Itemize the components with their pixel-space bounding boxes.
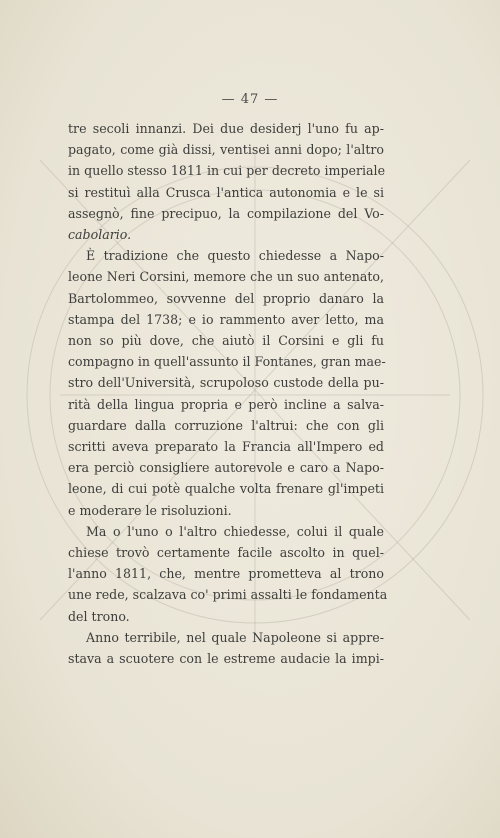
text-line: guardare dalla corruzione l'altrui: che con gli bbox=[68, 417, 384, 433]
text-line: e moderare le risoluzioni. bbox=[68, 502, 232, 518]
text-line: chiese trovò certamente facile ascolto in quel- bbox=[68, 545, 384, 561]
text-line: scritti aveva preparato la Francia all'Impero ed bbox=[68, 439, 384, 455]
text-line: cabolario. bbox=[68, 227, 132, 243]
text-line: in quello stesso 1811 in cui per decreto imperiale bbox=[68, 163, 386, 179]
text-line: rità della lingua propria e però incline a salva- bbox=[68, 396, 384, 412]
text-line: leone Neri Corsini, memore che un suo antenato, bbox=[68, 269, 384, 285]
text-line: È tradizione che questo chiedesse a Napo- bbox=[86, 248, 384, 264]
text-line: stampa del 1738; e io rammento aver letto, ma bbox=[68, 311, 384, 327]
text-line: stro dell'Università, scrupoloso custode della pu- bbox=[68, 375, 384, 391]
body-text bbox=[68, 118, 388, 669]
text-line: stava a scuotere con le estreme audacie la impi- bbox=[68, 651, 384, 667]
text-line: pagato, come già dissi, ventisei anni dopo; l'altro bbox=[68, 142, 384, 158]
text-line: Ma o l'uno o l'altro chiedesse, colui il quale bbox=[86, 523, 384, 539]
text-line: Bartolommeo, sovvenne del proprio danaro la bbox=[68, 290, 384, 306]
text-line: del trono. bbox=[68, 608, 130, 624]
text-line: compagno in quell'assunto il Fontanes, gran mae- bbox=[68, 354, 386, 370]
text-line: tre secoli innanzi. Dei due desiderj l'uno fu ap- bbox=[68, 121, 384, 136]
text-line: si restituì alla Crusca l'antica autonomia e le si bbox=[68, 184, 384, 200]
page-number: — 47 — bbox=[221, 92, 279, 107]
text-line: leone, di cui potè qualche volta frenare gl'impeti bbox=[68, 481, 384, 497]
text-line: non so più dove, che aiutò il Corsini e gli fu bbox=[68, 333, 384, 349]
text-line: era perciò consigliere autorevole e caro a Napo- bbox=[68, 460, 384, 476]
text-line: l'anno 1811, che, mentre prometteva al trono bbox=[68, 566, 384, 582]
text-line: Anno terribile, nel quale Napoleone si appre- bbox=[86, 629, 384, 645]
text-line: assegnò, fine precipuo, la compilazione del Vo- bbox=[68, 205, 384, 221]
text-line: une rede, scalzava co' primi assalti le fondamenta bbox=[68, 587, 388, 603]
